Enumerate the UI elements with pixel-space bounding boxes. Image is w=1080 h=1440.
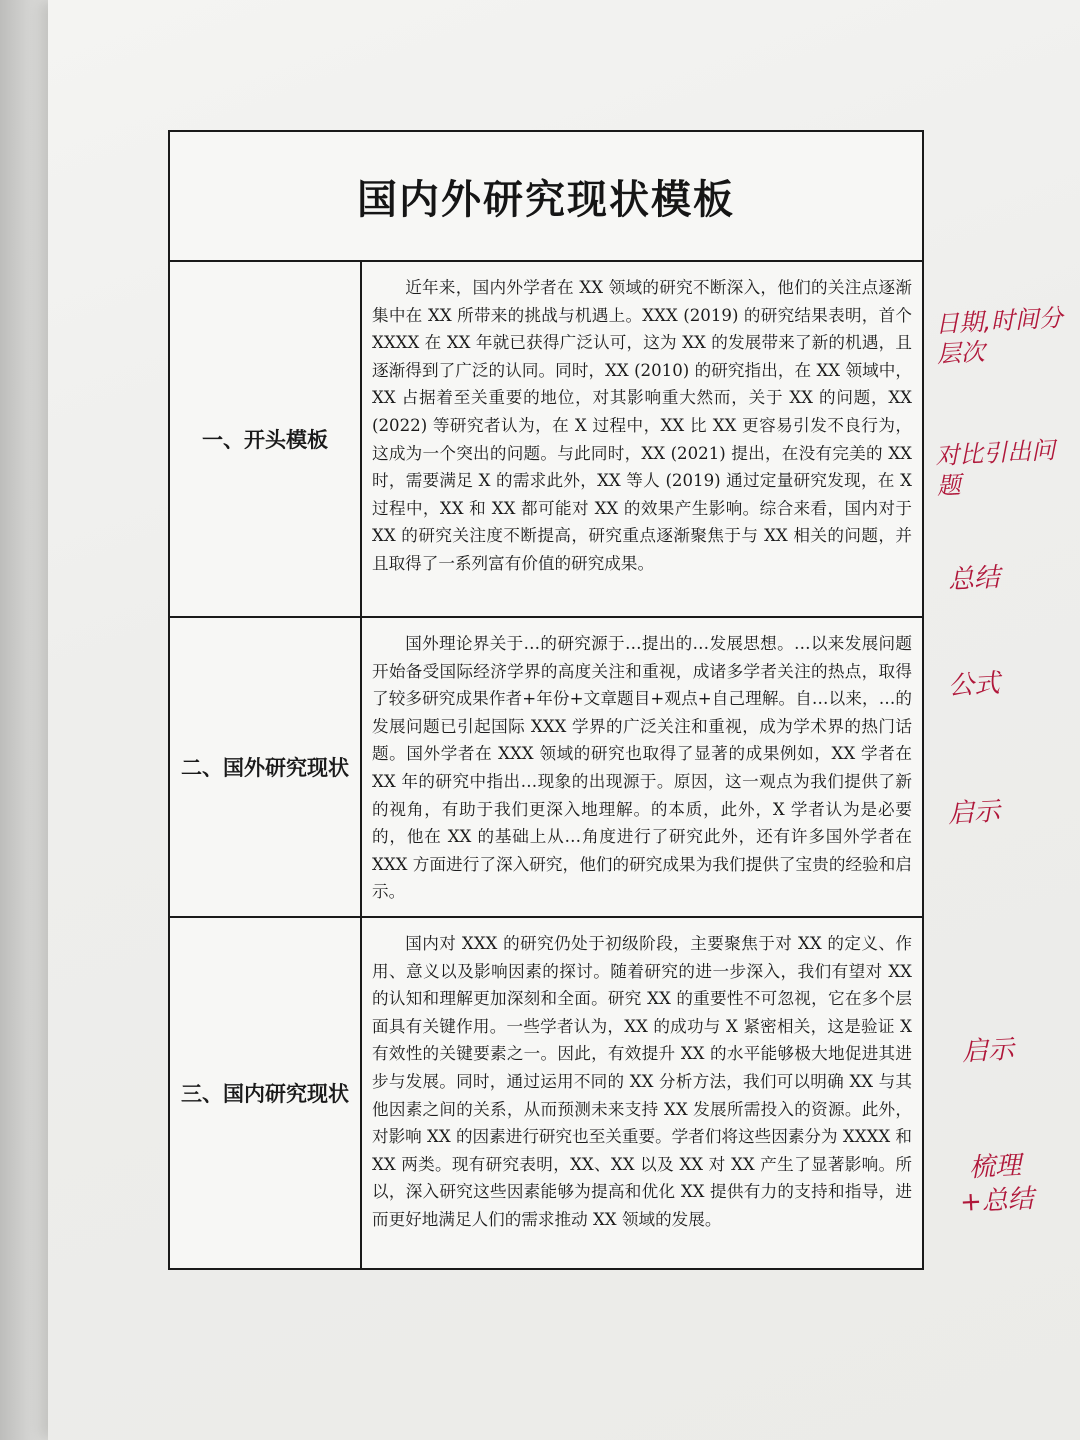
title-row	[170, 132, 922, 262]
section-text-domestic: 国内对 XXX 的研究仍处于初级阶段，主要聚焦于对 XX 的定义、作用、意义以及影响因素的探讨。随着研究的进一步深入，我们有望对 XX 的认知和理解更加深刻和全面。研究 XX 的重要性不可忽视，它在多个层面具有关键作用。一些学者认为，XX 的成功与 X 紧密相关，这是验证 X 有效性的关键要素之一。因此，有效提升 XX 的水平能够极大地促进其进步与发展。同时，通过运用不同的 XX 分析方法，我们可以明确 XX 与其他因素之间的关系，从而预测未来支持 XX 发展所需投入的资源。此外，对影响 XX 的因素进行研究也至关重要。学者们将这些因素分为 XXXX 和 XX 两类。现有研究表明，XX、XX 以及 XX 对 XX 产生了显著影响。所以，深入研究这些因素能够为提高和优化 XX 提供有力的支持和指导，进而更好地满足人们的需求推动 XX 领域的发展。	[372, 934, 913, 1229]
annotation-contrast-problem: 对比引出问题	[934, 436, 1056, 501]
annotation-date-layers: 日期,时间分层次	[934, 303, 1064, 369]
template-table	[168, 130, 924, 1270]
section-text-opening: 近年来，国内外学者在 XX 领域的研究不断深入，他们的关注点逐渐集中在 XX 所带来的挑战与机遇上。XXX (2019) 的研究结果表明，首个 XXXX 在 XX 年就已获得广泛认可，这为 XX 的发展带来了新的机遇，且逐渐得到了广泛的认同。同时，XX (2010) 的研究指出，在 XX 领域中，XX 占据着至关重要的地位，对其影响重大然而，关于 XX 的问题，XX (2022) 等研究者认为，在 X 过程中，XX 比 XX 更容易引发不良行为，这成为一个突出的问题。与此同时，XX (2021) 提出，在没有完美的 XX 时，需要满足 X 的需求此外，XX 等人 (2019) 通过定量研究发现，在 X 过程中，XX 和 XX 都可能对 XX 的效果产生影响。综合来看，国内对于 XX 的研究关注度不断提高，研究重点逐渐聚焦于与 XX 相关的问题，并且取得了一系列富有价值的研究成果。	[372, 278, 912, 573]
annotation-formula: 公式	[947, 668, 1001, 702]
annotation-inspiration-2: 启示	[961, 1034, 1015, 1068]
section-text-foreign: 国外理论界关于…的研究源于…提出的…发展思想。…以来发展问题开始备受国际经济学界的高度关注和重视，成诸多学者关注的热点，取得了较多研究成果作者+年份+文章题目+观点+自己理解。自…以来，…的发展问题已引起国际 XXX 学界的广泛关注和重视，成为学术界的热门话题。国外学者在 XXX 领域的研究也取得了显著的成果例如，XX 学者在 XX 年的研究中指出…现象的出现源于。原因，这一观点为我们提供了新的视角，有助于我们更深入地理解。的本质，此外，X 学者认为是必要的，他在 XX 的基础上从…角度进行了研究此外，还有许多国外学者在 XXX 方面进行了深入研究，他们的研究成果为我们提供了宝贵的经验和启示。	[372, 634, 912, 902]
annotation-inspiration-1: 启示	[947, 796, 1001, 830]
document-title: 国内外研究现状模板	[357, 175, 735, 223]
annotation-summary: 总结	[947, 562, 1001, 596]
section-label-opening: 一、开头模板	[170, 262, 362, 616]
section-row-foreign	[170, 618, 922, 918]
section-row-domestic	[170, 918, 922, 1268]
section-row-opening	[170, 262, 922, 618]
section-label-domestic: 三、国内研究现状	[170, 918, 362, 1268]
annotation-sort-summary: 梳理+总结	[959, 1150, 1035, 1218]
page-edge-shadow	[0, 0, 48, 1440]
section-label-foreign: 二、国外研究现状	[170, 618, 362, 916]
